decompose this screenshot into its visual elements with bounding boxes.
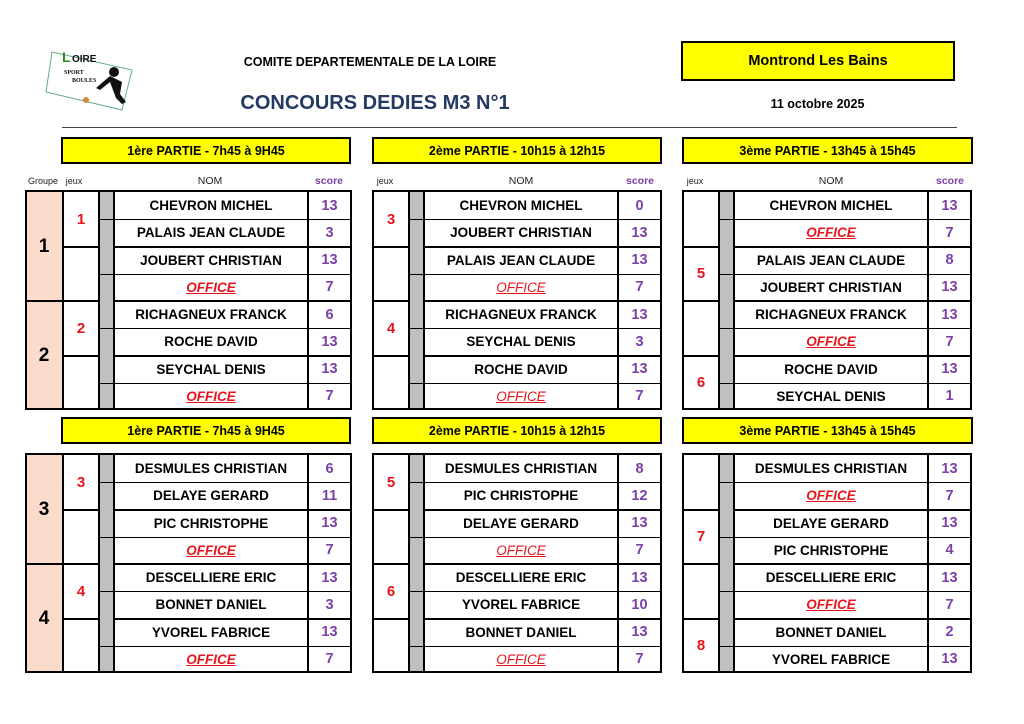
svg-text:SPORT: SPORT [64,70,84,76]
row-divider [100,274,350,275]
player-name-text: PALAIS JEAN CLAUDE [136,225,286,241]
game-number [684,301,720,356]
row-divider [100,219,350,220]
player-score: 13 [941,361,958,378]
player-score: 7 [945,487,954,504]
column-header-nom: NOM [818,175,844,187]
player-name-text: BONNET DANIEL [775,624,887,640]
player-name [425,455,619,482]
player-name-text: BONNET DANIEL [155,597,267,613]
game-number: 8 [684,619,720,674]
office-entry [425,383,619,410]
player-name-text: RICHAGNEUX FRANCK [445,307,597,323]
player-name-text: BONNET DANIEL [465,624,577,640]
group-number: 4 [25,564,63,673]
player-name-text: RICHAGNEUX FRANCK [755,307,907,323]
player-name [425,564,619,591]
phase-header: 3ème PARTIE - 13h45 à 15h45 [682,137,973,164]
row-divider [720,328,970,329]
player-score: 13 [941,306,958,323]
player-score: 2 [945,624,954,641]
column-header-score: score [935,175,965,187]
player-score: 7 [325,651,334,668]
game-number: 5 [684,247,720,302]
event-date: 11 octobre 2025 [770,97,865,111]
player-name [115,591,309,618]
game-number: 6 [684,356,720,411]
office-label: OFFICE [806,225,856,241]
player-name-text: DESCELLIERE ERIC [455,570,587,586]
game-number [684,564,720,619]
row-divider [410,537,660,538]
row-divider [410,591,660,592]
player-score: 13 [631,361,648,378]
player-name [735,510,929,537]
row-divider [720,274,970,275]
player-score: 13 [631,224,648,241]
player-name-text: DESMULES CHRISTIAN [444,461,598,477]
player-name-text: ROCHE DAVID [164,334,258,350]
group-number: 3 [25,455,63,564]
row-divider [720,219,970,220]
row-divider [410,328,660,329]
player-score: 6 [325,306,334,323]
player-name [735,274,929,301]
player-score: 3 [635,333,644,350]
player-score: 13 [321,515,338,532]
player-name-text: JOUBERT CHRISTIAN [450,225,592,241]
game-number [374,619,410,674]
office-entry [425,646,619,673]
row-marker-column [100,455,115,671]
office-entry [115,383,309,410]
office-label: OFFICE [806,488,856,504]
player-score: 13 [941,515,958,532]
office-label: OFFICE [496,651,546,667]
row-divider [720,646,970,647]
game-number: 3 [374,192,410,247]
player-name [425,247,619,274]
player-name [425,356,619,383]
player-name [115,328,309,355]
player-name [735,356,929,383]
player-name [735,247,929,274]
office-label: OFFICE [496,542,546,558]
row-divider [100,328,350,329]
player-score: 3 [325,596,334,613]
player-score: 11 [321,487,338,504]
player-name-text: JOUBERT CHRISTIAN [760,279,902,295]
player-score: 13 [631,569,648,586]
group-divider [25,563,63,565]
phase-header: 3ème PARTIE - 13h45 à 15h45 [682,417,973,444]
player-name [115,455,309,482]
column-header-jeux: jeux [65,176,83,186]
group-number: 2 [25,301,63,410]
player-name [115,564,309,591]
game-number: 4 [374,301,410,356]
player-score: 7 [945,333,954,350]
player-name-text: ROCHE DAVID [784,361,878,377]
row-divider [720,537,970,538]
office-label: OFFICE [806,597,856,613]
svg-text:L: L [62,49,71,65]
player-name [735,537,929,564]
player-score: 7 [945,224,954,241]
game-number [684,192,720,247]
office-label: OFFICE [186,651,236,667]
player-score: 7 [635,279,644,296]
player-score: 1 [945,388,954,405]
player-name-text: DELAYE GERARD [463,515,579,531]
player-name-text: DESMULES CHRISTIAN [134,461,288,477]
row-divider [410,383,660,384]
office-entry [735,219,929,246]
row-marker-column [410,192,425,408]
player-name [115,192,309,219]
player-score: 8 [635,460,644,477]
row-marker-column [720,192,735,408]
player-name [735,564,929,591]
phase-header: 2ème PARTIE - 10h15 à 12h15 [372,137,662,164]
player-name [425,510,619,537]
office-entry [115,537,309,564]
game-number [374,356,410,411]
phase-header: 2ème PARTIE - 10h15 à 12h15 [372,417,662,444]
player-score: 13 [631,624,648,641]
player-name [735,646,929,673]
player-score: 13 [941,460,958,477]
player-score: 13 [321,569,338,586]
player-name [735,383,929,410]
player-name [425,619,619,646]
player-name-text: PIC CHRISTOPHE [153,515,269,531]
player-name-text: DESCELLIERE ERIC [765,570,897,586]
office-label: OFFICE [186,542,236,558]
office-entry [425,537,619,564]
player-score: 7 [635,388,644,405]
row-divider [100,591,350,592]
player-name [115,482,309,509]
player-name-text: RICHAGNEUX FRANCK [135,307,287,323]
player-name-text: ROCHE DAVID [474,361,568,377]
player-name-text: CHEVRON MICHEL [769,198,893,214]
row-divider [100,482,350,483]
player-name-text: YVOREL FABRICE [151,624,271,640]
player-name-text: SEYCHAL DENIS [156,361,266,377]
office-entry [735,328,929,355]
player-name [735,619,929,646]
player-score: 13 [941,279,958,296]
row-divider [720,383,970,384]
office-entry [115,646,309,673]
row-divider [720,482,970,483]
row-divider [410,219,660,220]
player-score: 7 [325,279,334,296]
player-score: 7 [635,651,644,668]
game-number: 6 [374,564,410,619]
player-score: 12 [631,487,648,504]
player-name-text: DESMULES CHRISTIAN [754,461,908,477]
game-number [64,619,100,674]
office-entry [735,482,929,509]
office-label: OFFICE [496,279,546,295]
loire-sport-boules-logo [44,42,140,114]
column-header-score: score [625,175,655,187]
player-name-text: CHEVRON MICHEL [149,198,273,214]
game-number: 3 [64,455,100,510]
player-score: 13 [941,197,958,214]
player-name [425,328,619,355]
page-title: CONCOURS DEDIES M3 N°1 [240,92,510,114]
group-number: 1 [25,192,63,301]
row-divider [720,591,970,592]
row-divider [100,537,350,538]
player-name [735,301,929,328]
player-score: 4 [945,542,954,559]
player-score: 10 [631,596,648,613]
game-number [64,356,100,411]
player-score: 0 [635,197,644,214]
row-marker-column [720,455,735,671]
office-label: OFFICE [806,334,856,350]
player-name-text: PIC CHRISTOPHE [463,488,579,504]
row-divider [410,646,660,647]
row-divider [100,383,350,384]
player-name-text: PIC CHRISTOPHE [773,542,889,558]
column-header-score: score [314,175,344,187]
game-number: 5 [374,455,410,510]
column-header-nom: NOM [197,175,223,187]
player-name [115,301,309,328]
player-score: 13 [631,306,648,323]
player-name [735,455,929,482]
player-name [115,510,309,537]
player-name [115,356,309,383]
row-divider [100,646,350,647]
column-header-nom: NOM [508,175,534,187]
player-score: 7 [325,542,334,559]
player-name-text: JOUBERT CHRISTIAN [140,252,282,268]
header-divider [62,127,957,128]
player-score: 7 [325,388,334,405]
player-name [425,192,619,219]
office-entry [115,274,309,301]
office-label: OFFICE [496,388,546,404]
player-score: 7 [635,542,644,559]
game-number: 2 [64,301,100,356]
player-name-text: DELAYE GERARD [153,488,269,504]
game-number: 4 [64,564,100,619]
game-number [684,455,720,510]
office-entry [425,274,619,301]
player-name-text: DELAYE GERARD [773,515,889,531]
committee-name: COMITE DEPARTEMENTALE DE LA LOIRE [243,55,497,69]
venue-box: Montrond Les Bains [681,41,955,81]
game-number: 1 [64,192,100,247]
player-name-text: DESCELLIERE ERIC [145,570,277,586]
player-name [115,219,309,246]
player-score: 13 [321,333,338,350]
player-score: 3 [325,224,334,241]
column-header-jeux: jeux [686,176,704,186]
game-number [374,510,410,565]
player-score: 13 [321,361,338,378]
phase-header: 1ère PARTIE - 7h45 à 9H45 [61,137,351,164]
player-score: 7 [945,596,954,613]
group-divider [25,300,63,302]
player-score: 13 [321,624,338,641]
office-entry [735,591,929,618]
player-name [425,301,619,328]
player-name [115,247,309,274]
player-name-text: YVOREL FABRICE [771,651,891,667]
player-score: 13 [941,569,958,586]
player-score: 8 [945,252,954,269]
game-number [64,247,100,302]
player-name [425,219,619,246]
svg-text:BOULES: BOULES [72,78,97,84]
row-divider [410,274,660,275]
player-name-text: PALAIS JEAN CLAUDE [446,252,596,268]
player-name-text: SEYCHAL DENIS [776,388,886,404]
row-marker-column [410,455,425,671]
svg-text:OIRE: OIRE [72,54,97,65]
phase-header: 1ère PARTIE - 7h45 à 9H45 [61,417,351,444]
row-divider [410,482,660,483]
player-name [425,482,619,509]
player-name-text: YVOREL FABRICE [461,597,581,613]
player-score: 13 [321,252,338,269]
game-number [374,247,410,302]
game-number [64,510,100,565]
player-name-text: SEYCHAL DENIS [466,334,576,350]
column-header-jeux: jeux [376,176,394,186]
player-name [735,192,929,219]
player-score: 13 [631,252,648,269]
player-score: 13 [321,197,338,214]
office-label: OFFICE [186,388,236,404]
player-score: 13 [941,651,958,668]
player-score: 13 [631,515,648,532]
office-label: OFFICE [186,279,236,295]
player-name-text: CHEVRON MICHEL [459,198,583,214]
player-score: 6 [325,460,334,477]
player-name [115,619,309,646]
player-name-text: PALAIS JEAN CLAUDE [756,252,906,268]
player-name [425,591,619,618]
row-marker-column [100,192,115,408]
game-number: 7 [684,510,720,565]
column-header-groupe: Groupe [27,176,59,186]
